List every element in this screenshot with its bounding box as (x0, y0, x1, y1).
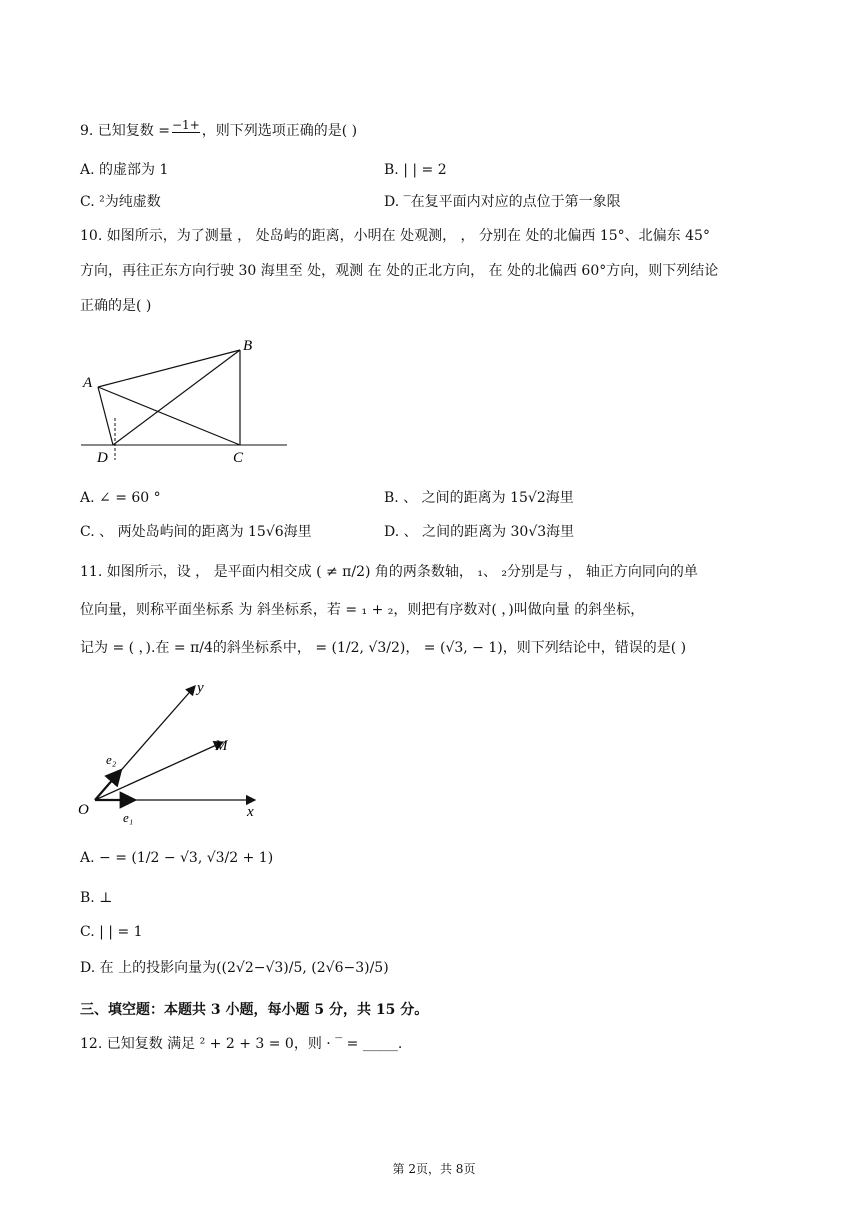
q10-option-d: D. 、 之间的距离为 30√3海里 (384, 524, 575, 540)
q11-label-e1: e₁ (123, 810, 134, 825)
q11-vector-e2 (95, 770, 121, 800)
q9-option-c: C. ²为纯虚数 (80, 194, 161, 210)
q11-label-e2: e₂ (106, 752, 117, 767)
q11-option-c: C. | | = 1 (80, 924, 143, 940)
q11-line-3: 记为 = ( ，).在 = π/4的斜坐标系中， = (1/2, √3/2)， = (√3, − 1)，则下列结论中，错误的是( ) (80, 640, 687, 656)
q10-line-2: 方向，再往正东方向行驶 30 海里至 处，观测 在 处的正北方向， 在 处的北偏西 60°方向，则下列结论 (80, 263, 719, 279)
page-footer: 第 2页，共 8页 (392, 1162, 476, 1176)
q11-label-m: M (215, 738, 228, 754)
q10-seg-ab (98, 350, 240, 387)
q12-stem: 12. 已知复数 满足 ² + 2 + 3 = 0，则 · ‾ = _____. (80, 1036, 403, 1052)
section-3-heading: 三、填空题：本题共 3 小题，每小题 5 分，共 15 分。 (80, 1002, 429, 1018)
q11-option-a: A. − = (1/2 − √3, √3/2 + 1) (80, 850, 274, 866)
q11-label-o: O (78, 802, 89, 818)
q10-label-d: D (97, 450, 108, 466)
q10-line-3: 正确的是( ) (80, 298, 152, 314)
q10-label-b: B (243, 338, 253, 354)
q9-fraction: −1+ (172, 118, 200, 132)
q11-figure (75, 676, 275, 826)
q10-line-1: 10. 如图所示，为了测量 ， 处岛屿的距离，小明在 处观测， ， 分别在 处的北偏西 15°、北偏东 45° (80, 228, 710, 244)
q10-seg-ad (98, 387, 113, 445)
q9-stem-text: 9. 已知复数 = (80, 123, 170, 139)
q10-label-a: A (83, 375, 93, 391)
q11-label-x: x (247, 804, 254, 820)
q10-seg-db (113, 350, 240, 445)
q11-vector-om (95, 742, 223, 800)
q10-seg-ac (98, 387, 240, 445)
q11-line-1: 11. 如图所示，设 ， 是平面内相交成 ( ≠ π/2) 角的两条数轴， ₁、 ₂分别是与 ， 轴正方向同向的单 (80, 564, 698, 580)
q10-figure (75, 330, 295, 470)
q10-option-c: C. 、 两处岛屿间的距离为 15√6海里 (80, 524, 312, 540)
q9-option-b: B. | | = 2 (384, 162, 447, 178)
q9-stem (80, 118, 357, 141)
q11-option-b: B. ⊥ (80, 890, 113, 906)
q10-label-c: C (233, 450, 244, 466)
q10-option-a: A. ∠ = 60 ° (80, 490, 161, 506)
q11-option-d: D. 在 上的投影向量为((2√2−√3)/5, (2√6−3)/5) (80, 960, 389, 976)
q10-option-b: B. 、 之间的距离为 15√2海里 (384, 490, 574, 506)
q9-option-a: A. 的虚部为 1 (80, 162, 169, 178)
q11-label-y: y (197, 680, 204, 696)
q9-option-d: D. ‾在复平面内对应的点位于第一象限 (384, 194, 621, 210)
q9-stem-tail: ，则下列选项正确的是( ) (201, 123, 358, 139)
q11-line-2: 位向量，则称平面坐标系 为 斜坐标系，若 = ₁ + ₂，则把有序数对( ，)叫做向量 的斜坐标， (80, 602, 645, 618)
